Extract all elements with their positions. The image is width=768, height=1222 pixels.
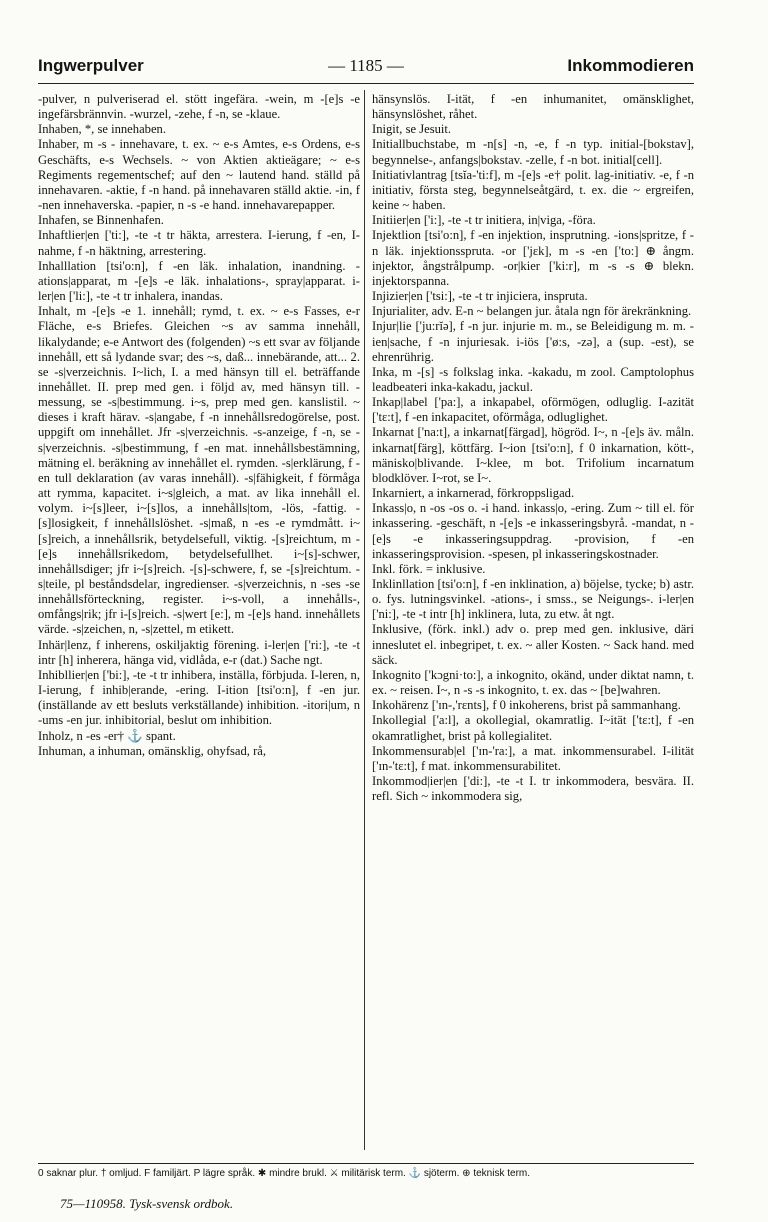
dictionary-entry: Initiier|en ['i:], -te -t tr initiera, in|viga, -föra. xyxy=(372,213,596,228)
dictionary-entry: Inhibllier|en ['bi:], -te -t tr inhibera, inställa, förbjuda. I-leren, n, I-ierung, f inhib|erande, -ering. I-ition [tsi'o:n], f -en jur. (inställande av ett besluts verkställande) inhibition. -itori|um, n -ums -en jur. inhibitorial, beslut om inhibition. xyxy=(38,667,360,728)
page-number: — 1185 — xyxy=(328,56,404,75)
dictionary-entry: Inkarnat ['na:t], a inkarnat[färgad], högröd. I~, n -[e]s äv. måln. inkarnat[färg], köttfärg. I~ion [tsi'o:n], f 0 inkarnation, kött-, mänisko|blivande. I~klee, m bot. Trifolium incarnatum blodklöver. I~rot, se I~. xyxy=(372,425,694,485)
dictionary-entry: Inigit, se Jesuit. xyxy=(372,122,452,137)
dictionary-entry: Injektlion [tsi'o:n], f -en injektion, insprutning. -ions|spritze, f -n läk. injektionsspruta. -or ['jɛk], m -s -en ['to:] ⊕ ångm. injektor, ångstrålpump. -or|kier ['ki:r], m -s -s ⊕ blekn. injektorspanna. xyxy=(372,228,694,288)
dictionary-entry: Inkl. förk. = inklusive. xyxy=(372,561,486,576)
dictionary-entry: Injur|lie ['ju:rĭə], f -n jur. injurie m. m., se Beleidigung m. m. -ien|sache, f -n injuriesak. i-iös ['ø:s, -zə], a (sup. -est), se ehrenrührig. xyxy=(372,319,694,364)
header-first-word: Ingwerpulver xyxy=(38,56,144,75)
dictionary-entry: Inkass|o, n -os -os o. -i hand. inkass|o, -ering. Zum ~ till el. för inkassering. -geschäft, n -[e]s -e inkasseringsbyrå. -mandat, n -[e]s -e inkasseringsuppdrag. -provision, f -en inkasseringsprovision. -spesen, pl inkasseringskostnader. xyxy=(372,501,694,561)
column-divider xyxy=(364,90,365,1150)
dictionary-entry: Initiativlantrag [tsĭa-'ti:f], m -[e]s -e† polit. lag-initiativ. -e, f -n initiativ, första steg, begynnelseåtgärd, t. ex. die ~ ergreifen, keine ~ haben. xyxy=(372,167,694,213)
dictionary-entry: Inhaftlier|en ['ti:], -te -t tr häkta, arrestera. I-ierung, f -en, I-nahme, f -n häktning, arrestering. xyxy=(38,228,360,258)
dictionary-entry: Inhaben, *, se innehaben. xyxy=(38,122,166,137)
dictionary-entry: Injurialiter, adv. E-n ~ belangen jur. åtala ngn för ärekränkning. xyxy=(372,304,692,319)
right-column xyxy=(372,92,694,1158)
dictionary-entry: Inka, m -[s] -s folkslag inka. -kakadu, m zool. Camptolophus leadbeateri inka-kakadu, jackul. xyxy=(372,364,694,394)
print-signature: 75—110958. Tysk-svensk ordbok. xyxy=(60,1196,234,1211)
dictionary-entry: Inkommod|ier|en ['di:], -te -t I. tr inkommodera, besvära. II. refl. Sich ~ inkommodera sig, xyxy=(372,774,694,804)
dictionary-entry: Injizier|en ['tsi:], -te -t tr injiciera, inspruta. xyxy=(372,289,588,304)
footer-rule xyxy=(38,1163,694,1164)
dictionary-entry: Inhafen, se Binnenhafen. xyxy=(38,213,164,228)
dictionary-entry: Inkarniert, a inkarnerad, förkroppsligad. xyxy=(372,486,575,501)
dictionary-entry: Inhaber, m -s - innehavare, t. ex. ~ e-s Amtes, e-s Ordens, e-s Geschäfts, e-s Wechsels. ~ von Aktien aktieägare; ~ e-s Regiments regementschef; auf den ~ lautend hand. ställd på innehavaren. -aktie, f -n hand. på innehavaren ställd aktie. -in, f -nen innehaverska. -papier, n -s -e hand. innehavarepapper. xyxy=(38,137,360,213)
dictionary-entry: Inhär|lenz, f inherens, oskiljaktig förening. i-ler|en ['ri:], -te -t intr [h] inherera, hänga vid, vidlåda, e-r (dat.) Sache ngt. xyxy=(38,637,360,667)
dictionary-entry: Inhuman, a inhuman, omänsklig, ohyfsad, rå, xyxy=(38,743,267,758)
abbreviation-key: 0 saknar plur. † omljud. F familjärt. P lägre språk. ✱ mindre brukl. ⚔ militärisk term. ⚓ sjöterm. ⊕ teknisk term. xyxy=(38,1168,531,1179)
header-last-word: Inkommodieren xyxy=(567,56,694,75)
dictionary-entry: Inkommensurab|el ['ɪn-'ra:], a mat. inkommensurabel. I-ilität ['ɪn-'tɛ:t], f mat. inkommensurabilitet. xyxy=(372,743,694,773)
header-rule xyxy=(38,83,694,84)
dictionary-entry: Inholz, n -es -er† ⚓ spant. xyxy=(38,728,176,743)
dictionary-entry: -pulver, n pulveriserad el. stött ingefära. -wein, m -[e]s -e ingefärsbrännvin. -wurzel, -zehe, f -n, se -klaue. xyxy=(38,92,360,122)
dictionary-entry: Inkollegial ['a:l], a okollegial, okamratlig. I~ität ['tɛ:t], f -en okamratlighet, brist på kollegialitet. xyxy=(372,713,694,743)
dictionary-entry: Inhalllation [tsi'o:n], f -en läk. inhalation, inandning. -ations|apparat, m -[e]s -e läk. inhalations-, spray|apparat. i-ler|en ['li:], -te -t tr inhalera, inandas. xyxy=(38,258,360,304)
dictionary-entry: Inkap|label ['pa:], a inkapabel, oförmögen, odluglig. I-azität ['tɛ:t], f -en inkapacitet, oförmåga, odluglighet. xyxy=(372,395,694,425)
dictionary-entry: Inkognito ['kɔgni·to:], a inkognito, okänd, under diktat namn, t. ex. ~ reisen. I~, n -s -s inkognito, t. ex. das ~ [be]wahren. xyxy=(372,667,694,698)
dictionary-entry: Inklinllation [tsi'o:n], f -en inklination, a) böjelse, tycke; b) astr. o. fys. lutningsvinkel. -ations-, i smss., se Neigungs-. i-ler|en ['ni:], -te -t intr [h] inklinera, luta, zu etw. åt ngt. xyxy=(372,577,694,622)
left-column xyxy=(38,92,360,1158)
dictionary-entry: Inhalt, m -[e]s -e 1. innehåll; rymd, t. ex. ~ e-s Fasses, e-r Fläche, e-s Briefes. Gleichen ~s av samma innehåll, likalydande; e-e Antwort des (folgenden) ~s ett svar av följande innehåll, ett så lydande svar; des ~s, daß... innebärande, att... 2. se -s|verzeichnis. I~lich, I. a med hänsyn till el. beträffande innehållet. II. prep med gen. i följd av, med hänsyn till. -messung, se -s|bestimmung. i~s, prep med gen. kanslistil. ~ dieses i kraft härav. -s|angabe, f -n innehållsredogörelse, post. uppgift om innehållet. Jfr -s|verzeichnis. -s-anzeige, f -n, se -s|verzeichnis. -s|bestimmung, f -en mat. innehållsbestämning, mätning el. beräkning av innehållet el. rymden. -s|erklärung, f -en tull deklaration (av varas innehåll). -s|fähigkeit, f förmåga att rymma, kapacitet. i~s|gleich, a mat. av lika innehåll el. volym. i~[s]leer, i~[s]los, a innehålls|tom, -lös, -fattig. -[s]losigkeit, f innehållslöshet. -s|maß, n -es -e rymdmått. i~[s]reich, a innehållsrik, betydelsefull, viktig. -[s]reichtum, m -[e]s innehållsrikedom, betydelsefullhet. i~[s]-schwer, innehållsdiger; jfr i~[s]reich. -[s]-schwere, f, se -[s]reichtum. -s|teile, pl beståndsdelar, ingredienser. -s|verzeichnis, n -ses -se innehållsförteckning, register. i~s-voll, a innehålls-, omfångs|rik; jfr i-[s]reich. -s|wert [e:], m -[e]s hand. innehållets värde. -s|zeichen, n, -s|zettel, m etikett. xyxy=(38,304,360,637)
running-header xyxy=(38,56,694,80)
dictionary-entry: Inklusive, (förk. inkl.) adv o. prep med gen. inklusive, däri inneslutet el. inbegripet, t. ex. ~ aller Kosten. ~ Sack hand. med säck. xyxy=(372,622,694,667)
dictionary-entry: Initiallbuchstabe, m -n[s] -n, -e, f -n typ. initial-[bokstav], begynnelse-, anfangs|bokstav. -zelle, f -n bot. initial[cell]. xyxy=(372,137,694,167)
dictionary-entry: Inkohärenz ['ɪn-,'rɛnts], f 0 inkoherens, brist på sammanhang. xyxy=(372,698,681,713)
dictionary-entry: hänsynslös. I-ität, f -en inhumanitet, omänsklighet, hänsynslöshet, råhet. xyxy=(372,92,694,122)
